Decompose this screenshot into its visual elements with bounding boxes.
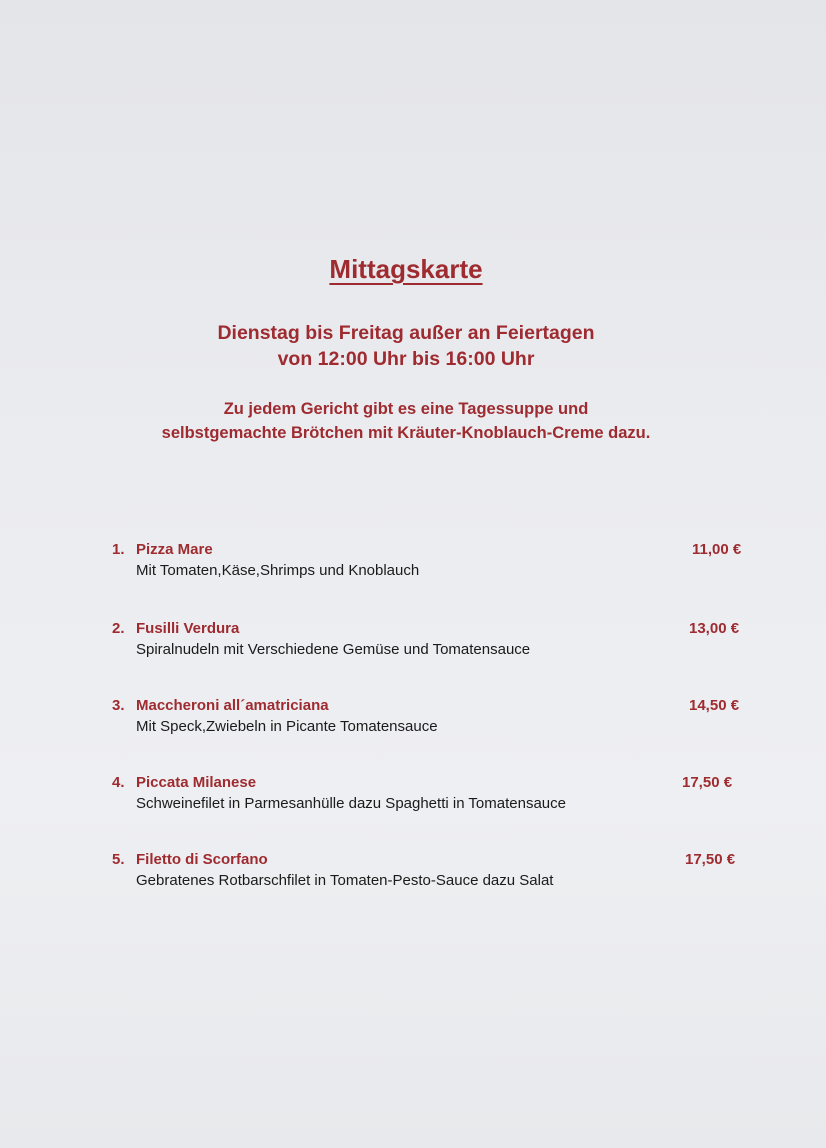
menu-item-number: 1. [112, 541, 125, 558]
menu-item [112, 851, 752, 901]
menu-item-description: Mit Tomaten,Käse,Shrimps und Knoblauch [136, 562, 420, 579]
menu-note-line: selbstgemachte Brötchen mit Kräuter-Knoblauch-Creme dazu. [161, 424, 651, 442]
menu-note [0, 397, 812, 445]
menu-item-name: Maccheroni all´amatriciana [136, 697, 329, 714]
menu-item-name: Piccata Milanese [136, 774, 257, 791]
menu-item-price: 17,50 € [682, 774, 733, 791]
menu-item-number: 4. [112, 774, 125, 791]
opening-days [0, 320, 812, 372]
menu-item-description: Schweinefilet in Parmesanhülle dazu Spaghetti in Tomatensauce [136, 795, 566, 812]
menu-item-title [112, 620, 239, 637]
menu-item-name: Filetto di Scorfano [136, 851, 268, 868]
menu-item-name: Fusilli Verdura [136, 620, 240, 637]
menu-item [112, 774, 752, 824]
opening-hours-line: von 12:00 Uhr bis 16:00 Uhr [277, 348, 535, 370]
menu-item-price: 13,00 € [689, 620, 740, 637]
menu-item-title [112, 697, 329, 714]
menu-item-title [112, 851, 268, 868]
menu-item [112, 697, 752, 747]
menu-item-name: Pizza Mare [136, 541, 213, 558]
menu-item-number: 3. [112, 697, 125, 714]
opening-days-line: Dienstag bis Freitag außer an Feiertagen [217, 322, 595, 344]
menu-item-price: 14,50 € [689, 697, 740, 714]
menu-item-description: Gebratenes Rotbarschfilet in Tomaten-Pesto-Sauce dazu Salat [136, 872, 554, 889]
menu-item [112, 541, 752, 591]
menu-item-number: 5. [112, 851, 125, 868]
menu-item [112, 620, 752, 670]
menu-item-description: Spiralnudeln mit Verschiedene Gemüse und Tomatensauce [136, 641, 531, 658]
menu-item-title [112, 541, 213, 558]
menu-item-title [112, 774, 256, 791]
menu-item-price: 11,00 € [692, 541, 742, 558]
menu-item-price: 17,50 € [685, 851, 736, 868]
page-title: Mittagskarte [329, 254, 483, 284]
menu-item-description: Mit Speck,Zwiebeln in Picante Tomatensauce [136, 718, 438, 735]
menu-item-number: 2. [112, 620, 125, 637]
menu-note-line: Zu jedem Gericht gibt es eine Tagessuppe und [223, 400, 589, 418]
